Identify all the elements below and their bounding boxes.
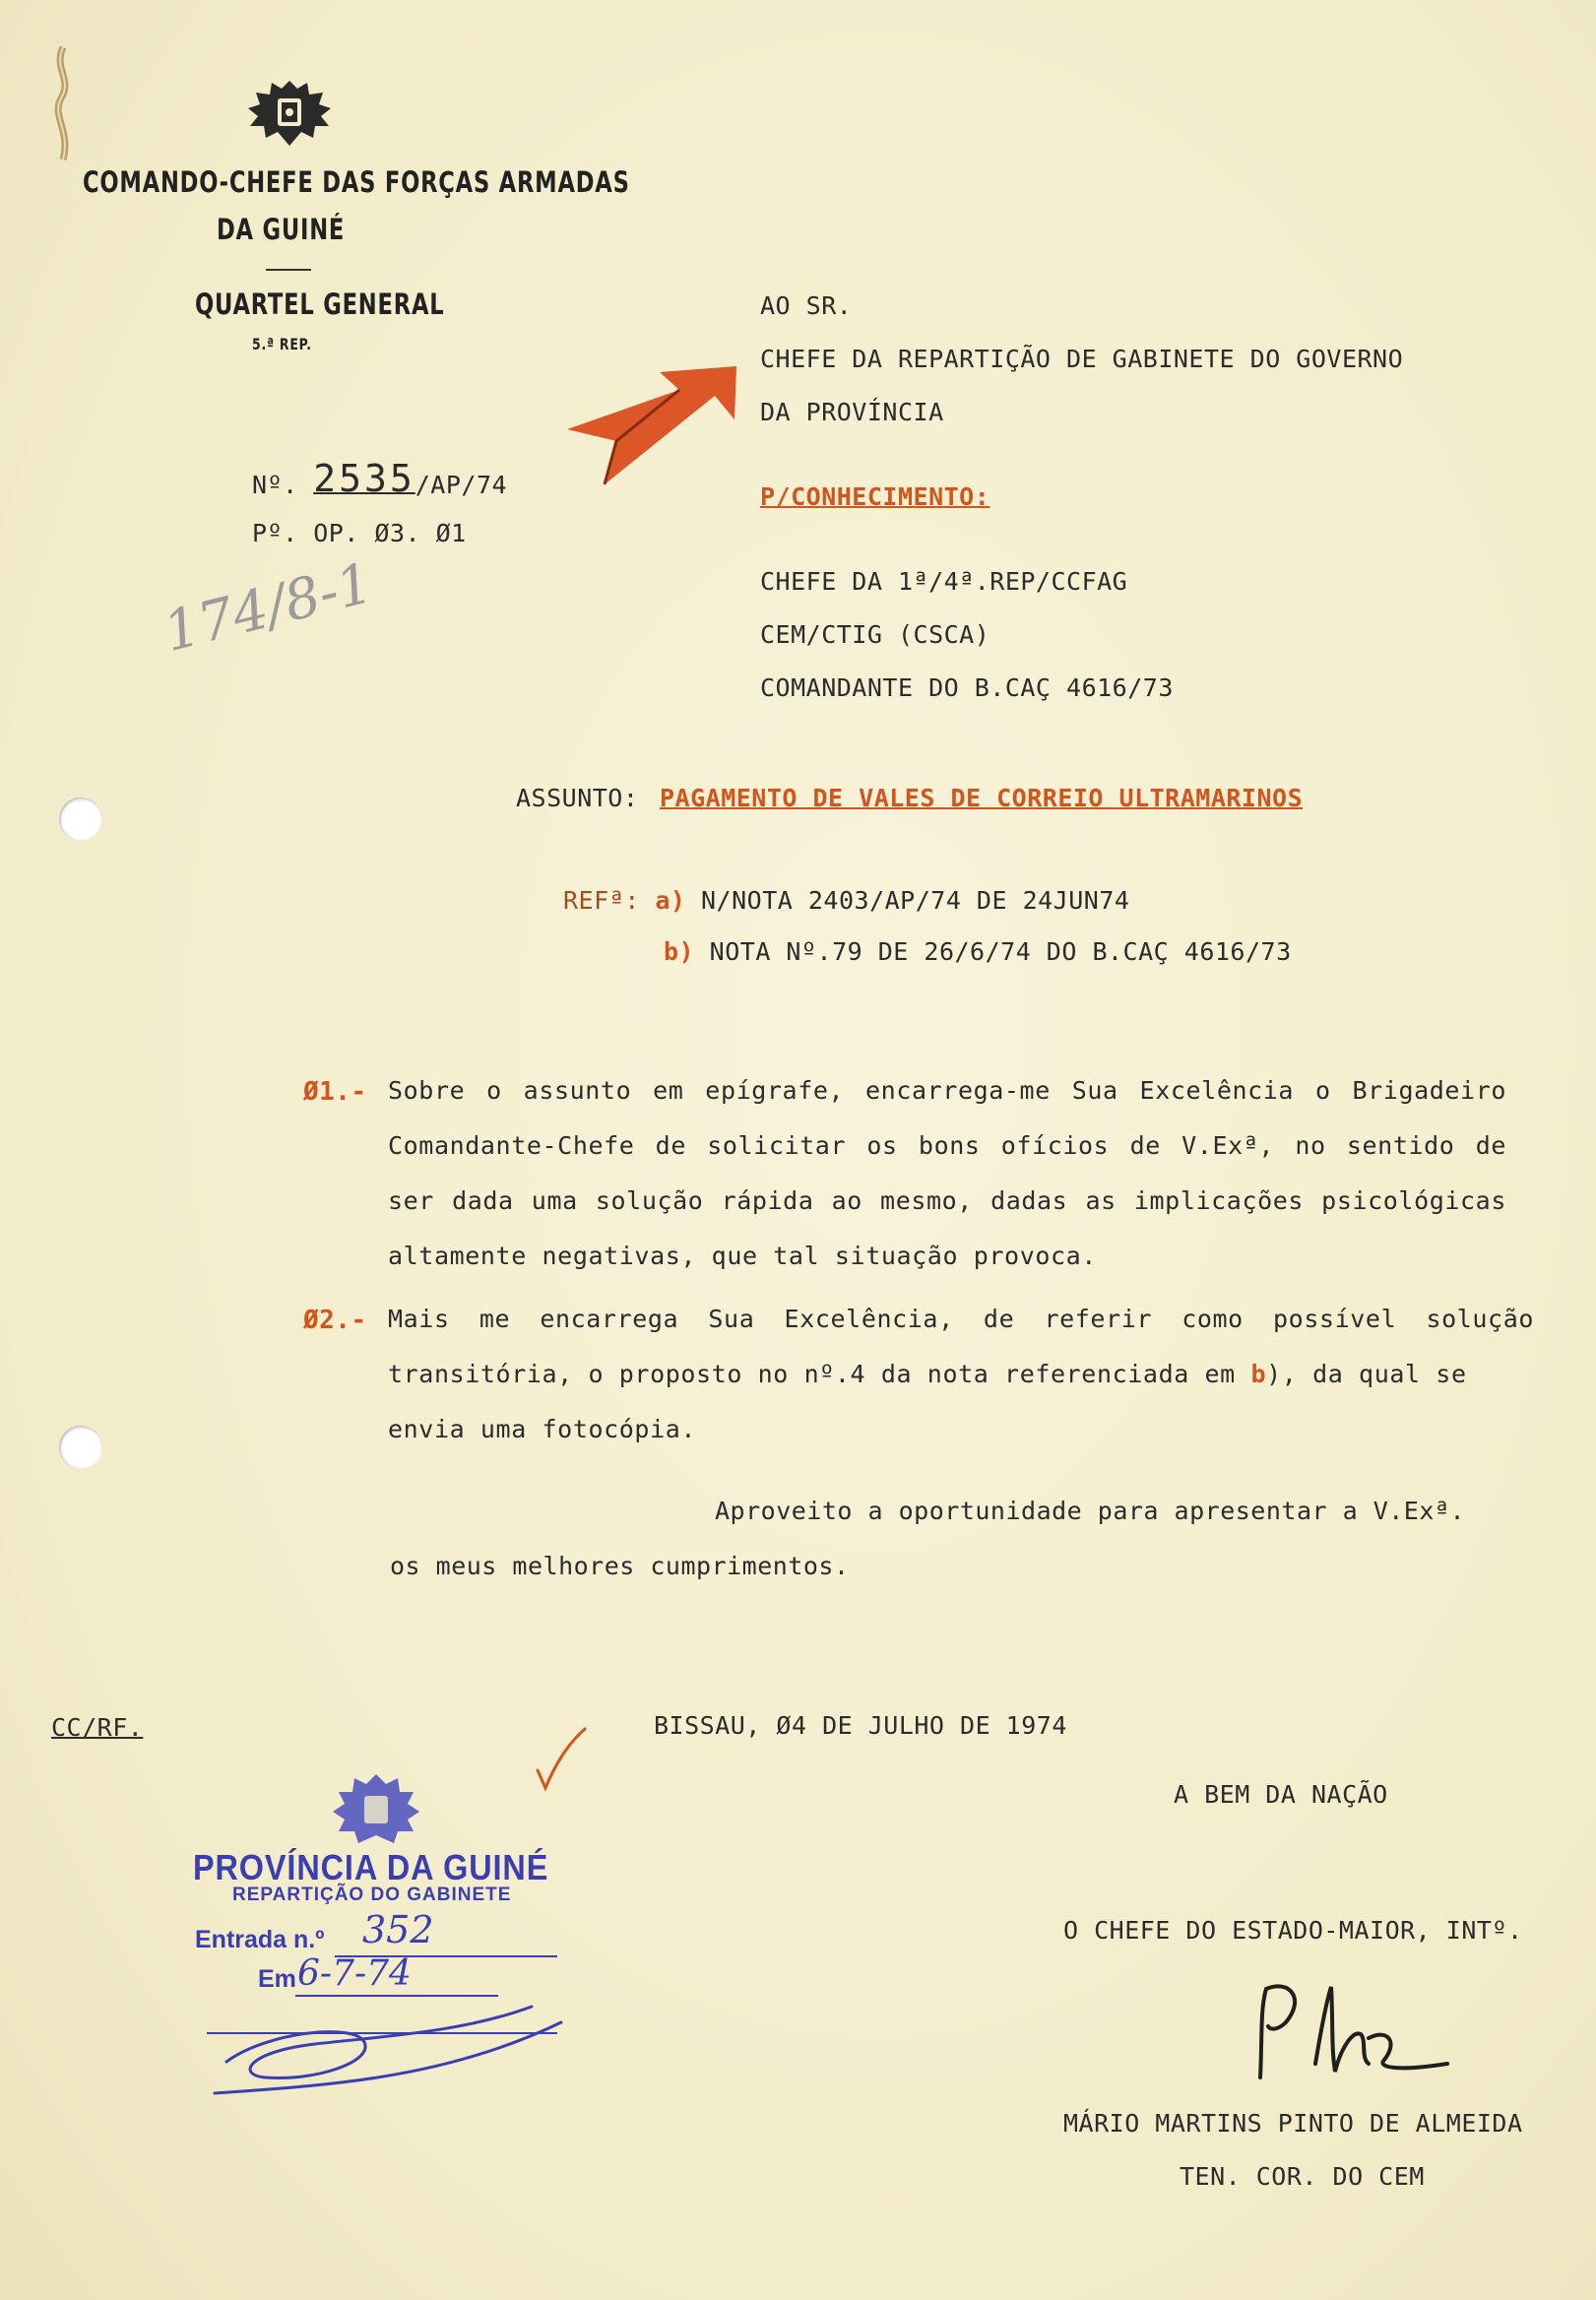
ref-a-letter: a) (655, 886, 686, 915)
header-rep: 5.ª REP. (252, 335, 312, 353)
refs-label: REFª: (563, 886, 640, 915)
paragraph-1-line-1: Sobre o assunto em epígrafe, encarrega-me Sua Excelência o Brigadeiro (388, 1076, 1506, 1105)
reference-number-suffix: /AP/74 (415, 471, 508, 499)
paragraph-1-number: Ø1.- (303, 1077, 367, 1107)
closing-line-2: os meus melhores cumprimentos. (390, 1552, 850, 1580)
signature-date: BISSAU, Ø4 DE JULHO DE 1974 (654, 1711, 1067, 1740)
stamp-initials-scribble (207, 1993, 581, 2101)
signatory-name: MÁRIO MARTINS PINTO DE ALMEIDA (1063, 2109, 1523, 2138)
staple-mark (39, 39, 89, 167)
ref-a-text: N/NOTA 2403/AP/74 DE 24JUN74 (701, 886, 1130, 915)
cc-item-3: COMANDANTE DO B.CAÇ 4616/73 (760, 673, 1174, 702)
handwritten-archive-number: 174/8-1 (158, 550, 380, 666)
paragraph-2-line-1: Mais me encarrega Sua Excelência, de referir como possível solução (388, 1305, 1534, 1333)
paragraph-2-line-2-text: transitória, o proposto no nº.4 da nota referenciada em (388, 1360, 1236, 1388)
cc-item-1: CHEFE DA 1ª/4ª.REP/CCFAG (760, 567, 1128, 596)
stamp-entrada-label: Entrada n.º (195, 1926, 325, 1953)
punch-hole-bottom (59, 1426, 102, 1469)
addressee-line-1: AO SR. (760, 291, 853, 320)
addressee-line-3: DA PROVÍNCIA (760, 398, 944, 426)
arrow-annotation-icon (561, 347, 758, 504)
paragraph-1 (388, 1063, 1506, 1284)
header-quartel-general: QUARTEL GENERAL (195, 288, 445, 321)
paragraph-2-line-2 (388, 1347, 1534, 1402)
paragraph-2 (388, 1292, 1534, 1457)
signatory-rank: TEN. COR. DO CEM (1180, 2162, 1425, 2191)
ref-b-letter: b) (664, 937, 695, 966)
punch-hole-top (59, 798, 102, 841)
stamp-emblem-icon (329, 1770, 423, 1849)
reference-number (252, 459, 507, 502)
stamp-em-label: Em (258, 1965, 296, 1993)
subject-label: ASSUNTO: (516, 784, 639, 812)
ref-b-line (664, 937, 1292, 966)
signatory-role: O CHEFE DO ESTADO-MAIOR, INTº. (1063, 1916, 1523, 1945)
stamp-em-value: 6-7-74 (297, 1953, 412, 1994)
subject-text: PAGAMENTO DE VALES DE CORREIO ULTRAMARINOS (659, 784, 1304, 812)
cc-item-2: CEM/CTIG (CSCA) (760, 620, 990, 649)
stamp-title: PROVÍNCIA DA GUINÉ (193, 1847, 549, 1887)
ref-a-line (563, 886, 1129, 915)
stamp-entrada-value: 352 (362, 1908, 434, 1951)
paragraph-2-ref-b: b (1250, 1360, 1267, 1388)
process-reference: Pº. OP. Ø3. Ø1 (252, 519, 467, 547)
closing-line-1: Aproveito a oportunidade para apresentar a V.Exª. (715, 1497, 1466, 1525)
reference-number-value: 2535 (313, 457, 415, 500)
paragraph-1-line-2: Comandante-Chefe de solicitar os bons ofícios de V.Exª, no sentido de (388, 1131, 1506, 1160)
closing-motto: A BEM DA NAÇÃO (1174, 1780, 1388, 1809)
paragraph-1-line-4: altamente negativas, que tal situação provoca. (388, 1242, 1097, 1270)
ref-b-text: NOTA Nº.79 DE 26/6/74 DO B.CAÇ 4616/73 (709, 937, 1292, 966)
coat-of-arms-icon (242, 77, 337, 152)
paragraph-2-line-2-end: ), da qual se (1266, 1360, 1467, 1388)
check-mark-icon (532, 1725, 591, 1794)
header-guine: DA GUINÉ (217, 213, 346, 246)
paragraph-2-number: Ø2.- (303, 1306, 367, 1335)
header-divider (266, 269, 311, 271)
paragraph-2-line-3: envia uma fotocópia. (388, 1415, 697, 1443)
subject-line (516, 784, 1303, 812)
stamp-subtitle: REPARTIÇÃO DO GABINETE (232, 1885, 512, 1905)
addressee-line-2: CHEFE DA REPARTIÇÃO DE GABINETE DO GOVERNO (760, 345, 1404, 373)
paragraph-1-line-3: ser dada uma solução rápida ao mesmo, dadas as implicações psicológicas (388, 1186, 1506, 1215)
cc-heading: P/CONHECIMENTO: (760, 482, 990, 511)
initials: CC/RF. (51, 1713, 144, 1742)
reference-number-prefix: Nº. (252, 471, 298, 499)
handwritten-signature (1250, 1969, 1467, 2097)
header-command: COMANDO-CHEFE DAS FORÇAS ARMADAS (83, 165, 630, 199)
